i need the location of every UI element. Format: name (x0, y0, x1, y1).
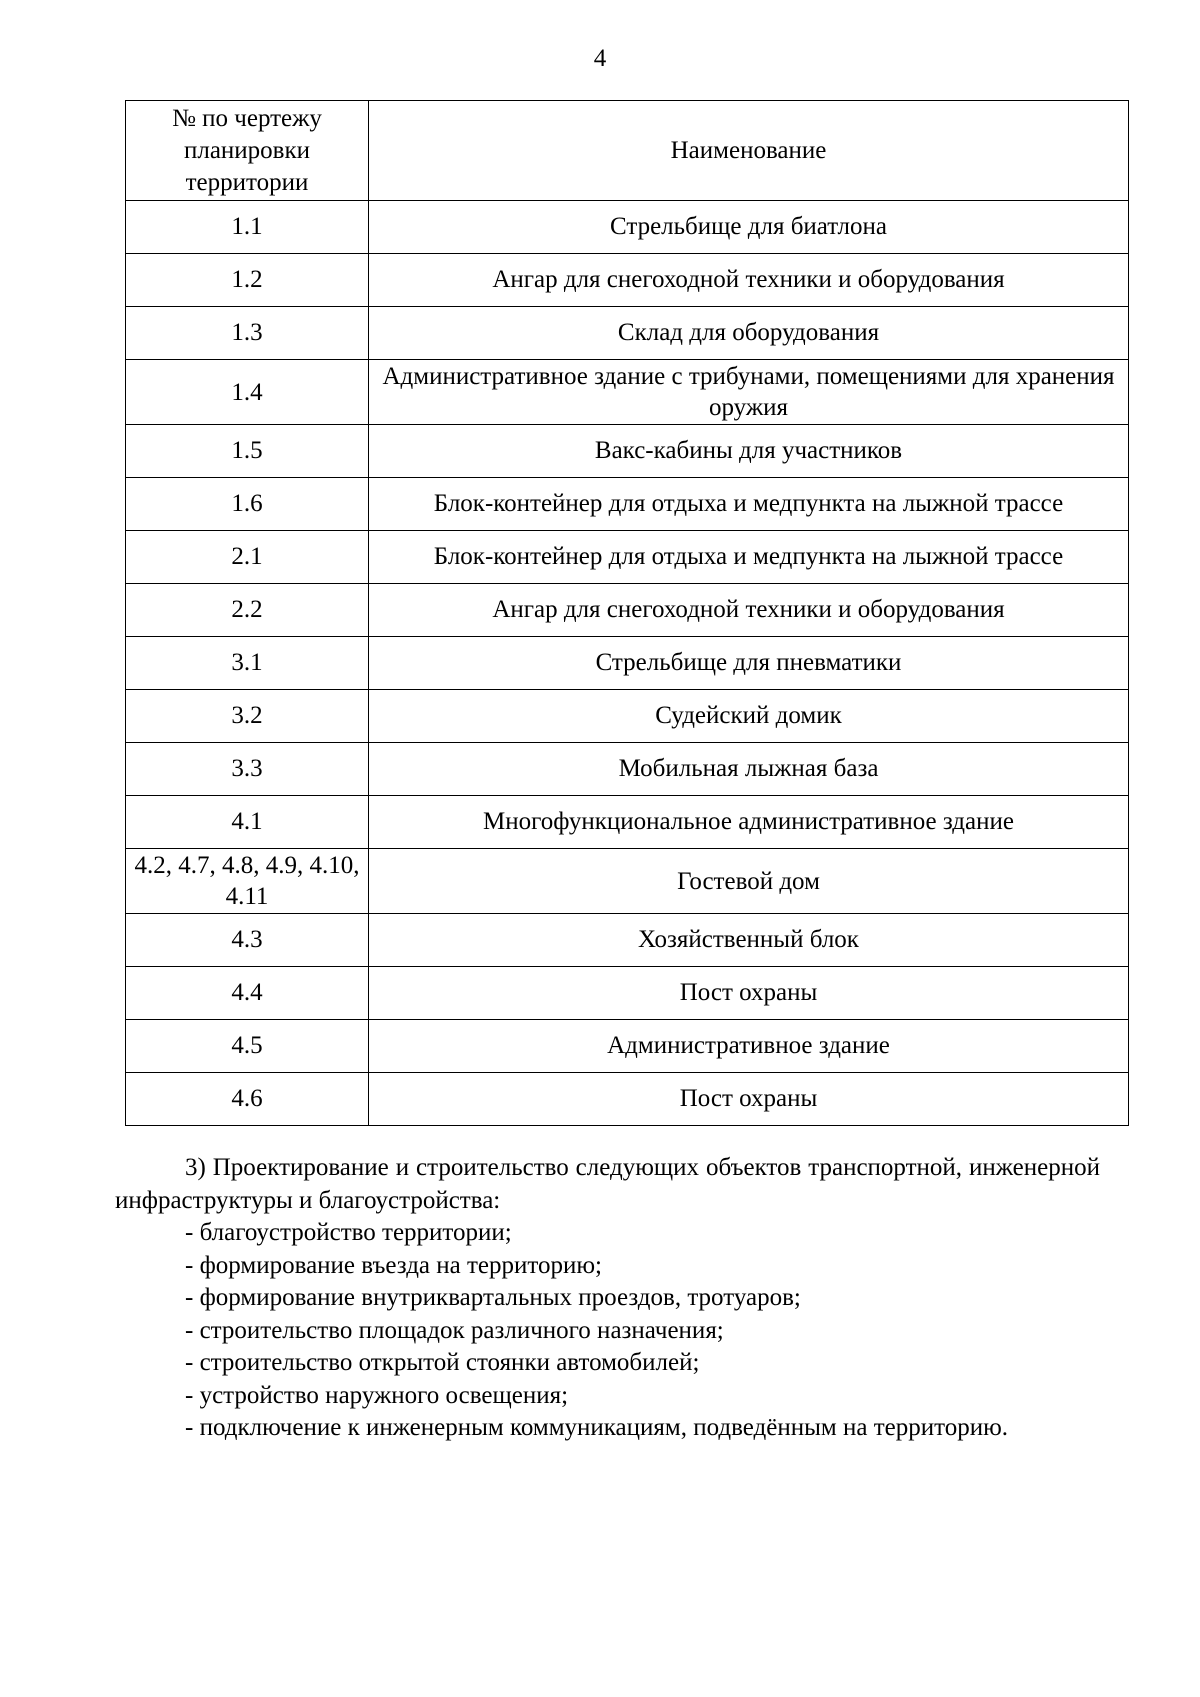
cell-drawing-number: 1.3 (126, 307, 369, 360)
table-row (126, 1073, 1129, 1126)
list-item: - строительство открытой стоянки автомобилей; (185, 1349, 700, 1376)
page-number: 4 (593, 45, 607, 72)
cell-object-name: Гостевой дом (369, 849, 1129, 914)
cell-object-name: Ангар для снегоходной техники и оборудования (369, 254, 1129, 307)
table-row (126, 478, 1129, 531)
cell-object-name: Вакс-кабины для участников (369, 425, 1129, 478)
table-row (126, 690, 1129, 743)
table-row (126, 637, 1129, 690)
table-row (126, 307, 1129, 360)
list-item: - устройство наружного освещения; (185, 1381, 569, 1409)
cell-object-name: Блок-контейнер для отдыха и медпункта на лыжной трассе (369, 478, 1129, 531)
list-item: - формирование внутриквартальных проездов, тротуаров; (185, 1284, 801, 1311)
cell-object-name: Блок-контейнер для отдыха и медпункта на лыжной трассе (369, 531, 1129, 584)
list-item: - формирование въезда на территорию; (185, 1251, 602, 1279)
list-item: - строительство площадок различного назначения; (185, 1316, 724, 1344)
section-intro: 3) Проектирование и строительство следующих объектов транспортной, инженерной инфраструктуры и благоустройства: (115, 1154, 1100, 1214)
cell-object-name: Административное здание с трибунами, помещениями для хранения оружия (369, 360, 1129, 425)
cell-object-name: Пост охраны (369, 1073, 1129, 1126)
cell-object-name: Склад для оборудования (369, 307, 1129, 360)
header-name: Наименование (369, 101, 1129, 201)
cell-object-name: Административное здание (369, 1020, 1129, 1073)
table-row (126, 1020, 1129, 1073)
table-row (126, 967, 1129, 1020)
cell-object-name: Стрельбище для биатлона (369, 201, 1129, 254)
cell-object-name: Судейский домик (369, 690, 1129, 743)
cell-drawing-number: 2.2 (126, 584, 369, 637)
table-row (126, 360, 1129, 425)
cell-drawing-number: 4.1 (126, 796, 369, 849)
cell-drawing-number: 1.4 (126, 360, 369, 425)
cell-drawing-number: 4.5 (126, 1020, 369, 1073)
cell-drawing-number: 3.1 (126, 637, 369, 690)
list-item: - подключение к инженерным коммуникациям, подведённым на территорию. (185, 1414, 1008, 1441)
cell-object-name: Пост охраны (369, 967, 1129, 1020)
table-body (126, 201, 1129, 1126)
cell-drawing-number: 4.6 (126, 1073, 369, 1126)
cell-drawing-number: 2.1 (126, 531, 369, 584)
table-row (126, 796, 1129, 849)
section-text (115, 1152, 1100, 1445)
objects-table (125, 100, 1129, 1126)
table-row (126, 743, 1129, 796)
cell-object-name: Стрельбище для пневматики (369, 637, 1129, 690)
table-row (126, 531, 1129, 584)
cell-object-name: Многофункциональное административное здание (369, 796, 1129, 849)
cell-object-name: Мобильная лыжная база (369, 743, 1129, 796)
table-header-row (126, 101, 1129, 201)
header-drawing-number: № по чертежу планировки территории (126, 101, 369, 201)
cell-drawing-number: 4.2, 4.7, 4.8, 4.9, 4.10, 4.11 (126, 849, 369, 914)
cell-drawing-number: 3.2 (126, 690, 369, 743)
table-row (126, 254, 1129, 307)
table-row (126, 425, 1129, 478)
list-item: - благоустройство территории; (185, 1219, 512, 1246)
cell-object-name: Хозяйственный блок (369, 914, 1129, 967)
cell-drawing-number: 3.3 (126, 743, 369, 796)
table-row (126, 584, 1129, 637)
table-row (126, 914, 1129, 967)
cell-drawing-number: 4.4 (126, 967, 369, 1020)
cell-drawing-number: 1.5 (126, 425, 369, 478)
table-row (126, 201, 1129, 254)
cell-drawing-number: 1.1 (126, 201, 369, 254)
cell-object-name: Ангар для снегоходной техники и оборудования (369, 584, 1129, 637)
works-list (115, 1217, 1100, 1445)
table-row (126, 849, 1129, 914)
cell-drawing-number: 4.3 (126, 914, 369, 967)
cell-drawing-number: 1.2 (126, 254, 369, 307)
cell-drawing-number: 1.6 (126, 478, 369, 531)
